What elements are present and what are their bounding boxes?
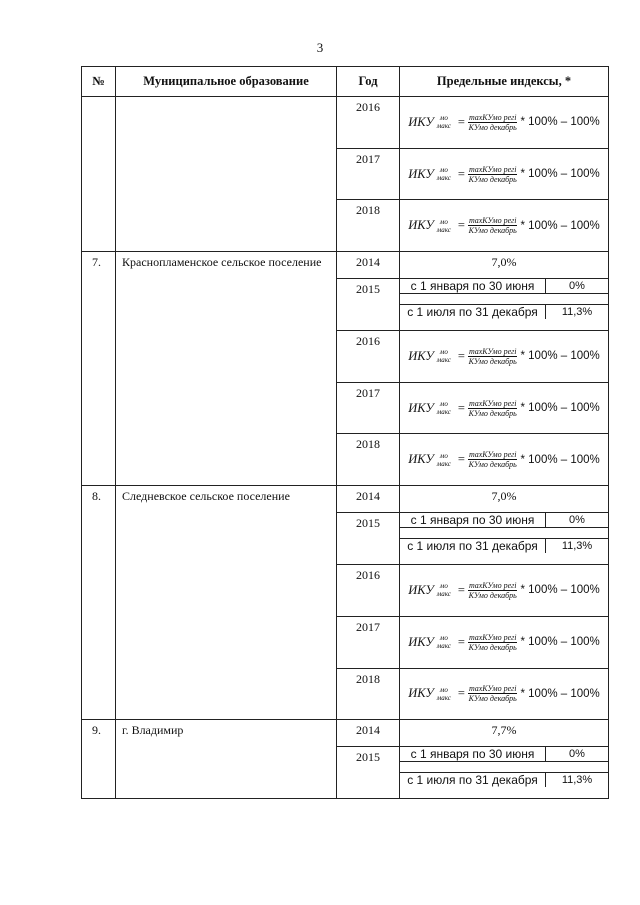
index-formula-cell	[400, 331, 609, 383]
header-municipality: Муниципальное образование	[116, 67, 337, 97]
table-row	[82, 486, 609, 513]
index-split-cell	[400, 305, 609, 331]
formula-denominator: КУмо декабрь	[468, 694, 517, 704]
index-split-cell	[400, 279, 609, 305]
formula	[408, 450, 600, 469]
formula-denominator: КУмо декабрь	[468, 460, 517, 470]
year-cell: 2018	[337, 200, 400, 252]
formula-equals: =	[457, 166, 465, 181]
formula-denominator: КУмо декабрь	[468, 174, 517, 184]
formula-sup: мо	[439, 451, 448, 460]
formula-lhs: ИКУ	[408, 218, 434, 233]
formula	[408, 581, 600, 600]
year-cell: 2017	[337, 382, 400, 434]
formula-sup: мо	[439, 217, 448, 226]
row-number: 9.	[82, 720, 116, 799]
formula-denominator: КУмо декабрь	[468, 122, 517, 132]
formula-fraction	[468, 450, 518, 469]
year-cell: 2016	[337, 565, 400, 617]
year-cell: 2014	[337, 720, 400, 747]
formula-fraction	[468, 113, 518, 132]
formula-lhs: ИКУ	[408, 114, 434, 129]
formula-numerator: maxКУмо регі	[468, 164, 517, 174]
formula-numerator: maxКУмо регі	[468, 684, 517, 694]
period-value: 0%	[546, 747, 609, 762]
formula-equals: =	[457, 452, 465, 467]
row-number: 7.	[82, 252, 116, 486]
header-num: №	[82, 67, 116, 97]
split-subtable	[400, 773, 608, 787]
period-label: с 1 января по 30 июня	[400, 279, 546, 294]
index-formula-cell	[400, 565, 609, 617]
municipality-name	[116, 97, 337, 252]
split-subtable	[400, 305, 608, 319]
table-row	[82, 252, 609, 279]
year-cell: 2017	[337, 148, 400, 200]
index-formula-cell	[400, 200, 609, 252]
formula-sub: макс	[436, 225, 451, 234]
formula-fraction	[468, 399, 518, 418]
table-row	[82, 720, 609, 747]
formula-tail: * 100% – 100%	[520, 453, 600, 466]
formula-tail: * 100% – 100%	[520, 168, 600, 181]
period-label: с 1 января по 30 июня	[400, 513, 546, 528]
formula-sup: мо	[439, 634, 448, 643]
index-split-cell	[400, 773, 609, 799]
formula-lhs: ИКУ	[408, 348, 434, 363]
index-formula-cell	[400, 148, 609, 200]
formula-equals: =	[457, 686, 465, 701]
formula-tail: * 100% – 100%	[520, 687, 600, 700]
formula-sup: мо	[439, 348, 448, 357]
formula-lhs: ИКУ	[408, 582, 434, 597]
formula-numerator: maxКУмо регі	[468, 450, 517, 460]
split-subrow	[400, 279, 608, 294]
formula-index	[437, 166, 451, 182]
period-label: с 1 января по 30 июня	[400, 747, 546, 762]
formula-fraction	[468, 633, 518, 652]
split-subrow	[400, 539, 608, 553]
period-label: с 1 июля по 31 декабря	[407, 305, 538, 320]
formula-sub: макс	[436, 459, 451, 468]
year-cell: 2016	[337, 97, 400, 149]
index-value-cell: 7,0%	[400, 252, 609, 279]
split-subrow	[400, 773, 608, 787]
index-split-cell	[400, 513, 609, 539]
formula	[408, 216, 600, 235]
formula	[408, 684, 600, 703]
formula-index	[437, 686, 451, 702]
formula-fraction	[468, 216, 518, 235]
formula-lhs: ИКУ	[408, 634, 434, 649]
formula	[408, 347, 600, 366]
table-header-row	[82, 67, 609, 97]
formula-numerator: maxКУмо регі	[468, 580, 517, 590]
formula	[408, 165, 600, 184]
formula-index	[437, 582, 451, 598]
split-subrow	[400, 305, 608, 319]
period-label: с 1 июля по 31 декабря	[407, 539, 538, 554]
split-subrow	[400, 513, 608, 528]
formula-tail: * 100% – 100%	[520, 116, 600, 129]
formula-equals: =	[457, 348, 465, 363]
period-value: 11,3%	[546, 773, 609, 787]
formula-index	[437, 218, 451, 234]
formula-tail: * 100% – 100%	[520, 584, 600, 597]
formula-index	[437, 452, 451, 468]
period-value: 11,3%	[546, 539, 609, 553]
index-formula-cell	[400, 668, 609, 720]
table-row	[82, 97, 609, 149]
formula-equals: =	[457, 218, 465, 233]
year-cell: 2015	[337, 279, 400, 331]
index-formula-cell	[400, 382, 609, 434]
formula-sub: макс	[436, 693, 451, 702]
formula-equals: =	[457, 582, 465, 597]
index-value-cell: 7,0%	[400, 486, 609, 513]
formula-sub: макс	[436, 174, 451, 183]
formula-fraction	[468, 165, 518, 184]
formula-fraction	[468, 581, 518, 600]
index-formula-cell	[400, 434, 609, 486]
formula-numerator: maxКУмо регі	[468, 216, 517, 226]
formula-denominator: КУмо декабрь	[468, 642, 517, 652]
formula	[408, 399, 600, 418]
row-number: 8.	[82, 486, 116, 720]
split-subtable	[400, 513, 608, 528]
municipality-name: Краснопламенское сельское поселение	[116, 252, 337, 486]
formula-numerator: maxКУмо регі	[468, 346, 517, 356]
formula-equals: =	[457, 114, 465, 129]
index-value-cell: 7,7%	[400, 720, 609, 747]
period-label: с 1 июля по 31 декабря	[407, 773, 538, 788]
formula-numerator: maxКУмо регі	[468, 112, 517, 122]
formula	[408, 113, 600, 132]
formula-lhs: ИКУ	[408, 686, 434, 701]
index-split-cell	[400, 539, 609, 565]
split-subrow	[400, 747, 608, 762]
formula-lhs: ИКУ	[408, 166, 434, 181]
formula-sup: мо	[439, 166, 448, 175]
formula-equals: =	[457, 634, 465, 649]
formula-sup: мо	[439, 114, 448, 123]
formula-index	[437, 114, 451, 130]
formula-tail: * 100% – 100%	[520, 219, 600, 232]
formula-index	[437, 348, 451, 364]
header-year: Год	[337, 67, 400, 97]
formula-sub: макс	[436, 122, 451, 131]
formula-sub: макс	[436, 642, 451, 651]
municipality-name: Следневское сельское поселение	[116, 486, 337, 720]
formula-denominator: КУмо декабрь	[468, 356, 517, 366]
formula-sup: мо	[439, 685, 448, 694]
header-indices: Предельные индексы, *	[400, 67, 609, 97]
formula-sub: макс	[436, 356, 451, 365]
formula	[408, 633, 600, 652]
formula-fraction	[468, 684, 518, 703]
year-cell: 2015	[337, 747, 400, 799]
municipality-name: г. Владимир	[116, 720, 337, 799]
row-number	[82, 97, 116, 252]
formula-sup: мо	[439, 400, 448, 409]
formula-index	[437, 634, 451, 650]
period-value: 0%	[546, 279, 609, 294]
formula-lhs: ИКУ	[408, 400, 434, 415]
formula-sub: макс	[436, 590, 451, 599]
formula-lhs: ИКУ	[408, 452, 434, 467]
index-formula-cell	[400, 97, 609, 149]
year-cell: 2018	[337, 668, 400, 720]
period-value: 0%	[546, 513, 609, 528]
formula-tail: * 100% – 100%	[520, 350, 600, 363]
index-split-cell	[400, 747, 609, 773]
formula-denominator: КУмо декабрь	[468, 408, 517, 418]
split-subtable	[400, 279, 608, 294]
year-cell: 2014	[337, 486, 400, 513]
formula-tail: * 100% – 100%	[520, 636, 600, 649]
period-value: 11,3%	[546, 305, 609, 319]
indices-table	[81, 66, 609, 799]
formula-denominator: КУмо декабрь	[468, 226, 517, 236]
formula-fraction	[468, 347, 518, 366]
split-subtable	[400, 539, 608, 553]
year-cell: 2016	[337, 331, 400, 383]
formula-sup: мо	[439, 582, 448, 591]
formula-tail: * 100% – 100%	[520, 402, 600, 415]
page-number: 3	[316, 40, 324, 55]
split-subtable	[400, 747, 608, 762]
year-cell: 2018	[337, 434, 400, 486]
index-formula-cell	[400, 616, 609, 668]
year-cell: 2014	[337, 252, 400, 279]
year-cell: 2015	[337, 513, 400, 565]
formula-denominator: КУмо декабрь	[468, 590, 517, 600]
formula-equals: =	[457, 400, 465, 415]
formula-index	[437, 400, 451, 416]
formula-numerator: maxКУмо регі	[468, 632, 517, 642]
year-cell: 2017	[337, 616, 400, 668]
formula-sub: макс	[436, 408, 451, 417]
formula-numerator: maxКУмо регі	[468, 398, 517, 408]
